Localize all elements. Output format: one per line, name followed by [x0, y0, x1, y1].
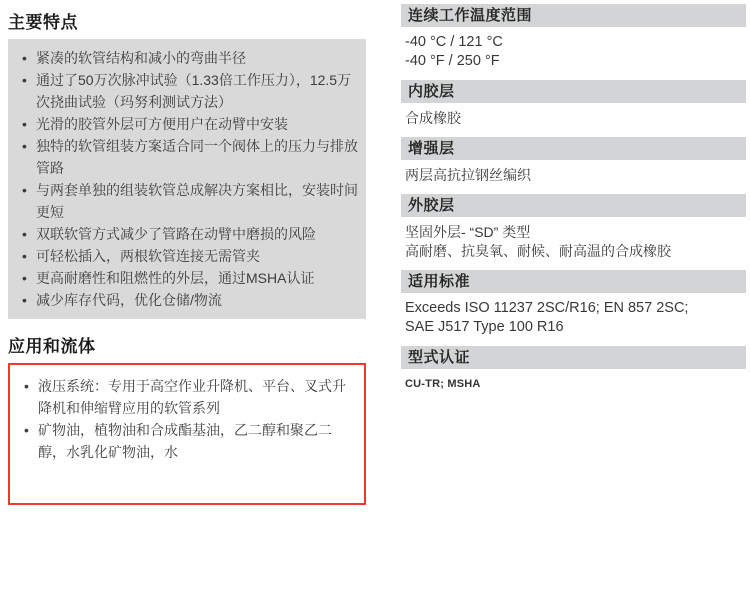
spec-value: -40 °C / 121 °C [405, 34, 503, 50]
features-box [8, 39, 366, 319]
spec-section-header: 型式认证 [401, 346, 746, 369]
spec-value: 高耐磨、抗臭氧、耐候、耐高温的合成橡胶 [405, 243, 671, 259]
left-column [8, 8, 366, 505]
application-item: • 矿物油，植物油和合成酯基油，乙二醇和聚乙二醇，水乳化矿物油，水 [22, 419, 356, 463]
spec-value: -40 °F / 250 °F [405, 53, 500, 69]
feature-item: • 独特的软管组装方案适合同一个阀体上的压力与排放管路 [20, 135, 358, 179]
spec-section-header: 内胶层 [401, 80, 746, 103]
applications-box [8, 363, 366, 505]
feature-item: • 光滑的胶管外层可方便用户在动臂中安装 [20, 113, 358, 135]
spec-section-outer-layer [401, 194, 746, 261]
feature-item: • 可轻松插入，两根软管连接无需管夹 [20, 245, 358, 267]
features-heading: 主要特点 [8, 13, 78, 32]
spec-section-reinforcement [401, 137, 746, 185]
feature-item: • 通过了50万次脉冲试验（1.33倍工作压力），12.5万次挠曲试验（玛努利测试方法） [20, 69, 358, 113]
spec-value: CU-TR; MSHA [405, 378, 481, 390]
applications-heading: 应用和流体 [8, 337, 96, 356]
feature-item: • 更高耐磨性和阻燃性的外层，通过MSHA认证 [20, 267, 358, 289]
spec-value: SAE J517 Type 100 R16 [405, 319, 564, 335]
spec-value: 两层高抗拉钢丝编织 [405, 167, 531, 183]
spec-section-certifications [401, 346, 746, 394]
applications-list [22, 375, 356, 463]
features-list [20, 47, 358, 311]
spec-value: 合成橡胶 [405, 110, 461, 126]
feature-item: • 双联软管方式减少了管路在动臂中磨损的风险 [20, 223, 358, 245]
feature-item: • 与两套单独的组装软管总成解决方案相比，安装时间更短 [20, 179, 358, 223]
spec-section-temperature [401, 4, 746, 71]
spec-section-header: 外胶层 [401, 194, 746, 217]
spec-section-header: 连续工作温度范围 [401, 4, 746, 27]
spec-section-header: 增强层 [401, 137, 746, 160]
spec-value: Exceeds ISO 11237 2SC/R16; EN 857 2SC; [405, 300, 689, 316]
spec-section-inner-layer [401, 80, 746, 128]
feature-item: • 紧凑的软管结构和减小的弯曲半径 [20, 47, 358, 69]
feature-item: • 减少库存代码，优化仓储/物流 [20, 289, 358, 311]
specs-column [401, 4, 746, 403]
spec-section-header: 适用标准 [401, 270, 746, 293]
spec-value: 坚固外层- “SD” 类型 [405, 224, 531, 240]
spec-section-standards [401, 270, 746, 337]
application-item: • 液压系统：专用于高空作业升降机、平台、叉式升降机和伸缩臂应用的软管系列 [22, 375, 356, 419]
